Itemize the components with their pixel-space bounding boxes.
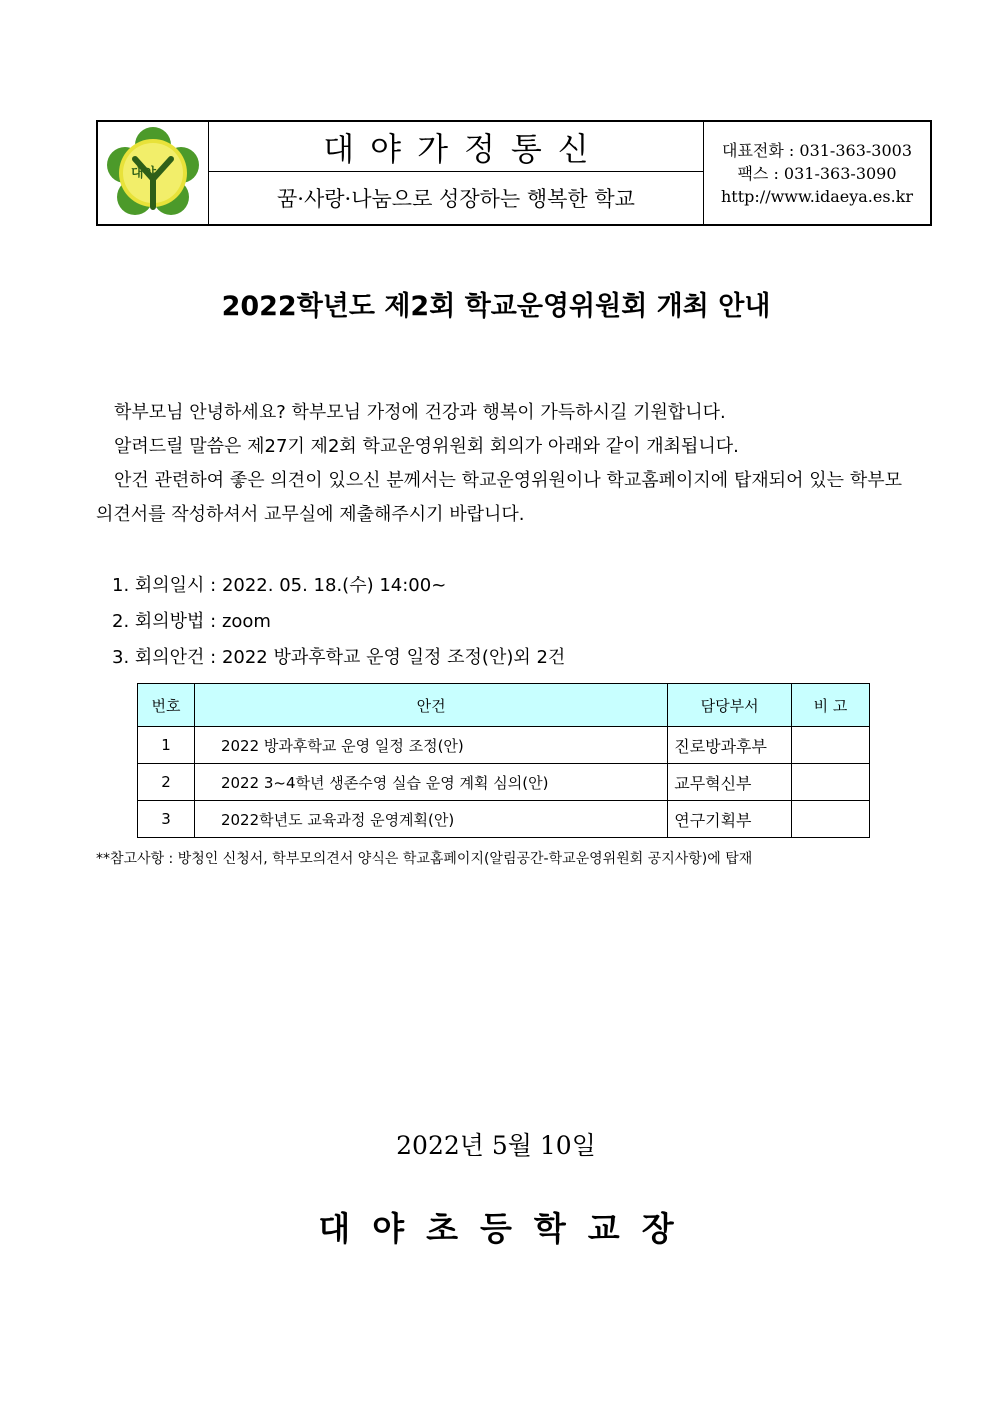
row-department: 교무혁신부 xyxy=(668,764,792,801)
row-department: 진로방과후부 xyxy=(668,727,792,764)
reference-note: **참고사항 : 방청인 신청서, 학부모의견서 양식은 학교홈페이지(알림공간-학교운영위원회 공지사항)에 탑재 xyxy=(96,851,753,867)
phone-number: 대표전화 : 031-363-3003 xyxy=(722,140,912,160)
logo-text: 대야 xyxy=(131,166,157,181)
meeting-method: 2. 회의방법 : zoom xyxy=(112,611,271,632)
row-number: 1 xyxy=(138,727,195,764)
table-row xyxy=(138,727,870,764)
header-middle xyxy=(209,122,704,224)
row-remarks xyxy=(792,727,870,764)
website-url: http://www.idaeya.es.kr xyxy=(721,186,913,206)
paragraph-announcement: 알려드릴 말씀은 제27기 제2회 학교운영위원회 회의가 아래와 같이 개최됩니다. xyxy=(114,436,739,457)
row-remarks xyxy=(792,801,870,838)
meeting-datetime: 1. 회의일시 : 2022. 05. 18.(수) 14:00~ xyxy=(112,575,447,596)
principal-signature: 대야초등학교장 xyxy=(318,1209,696,1248)
body-text xyxy=(96,396,902,532)
header-remarks: 비 고 xyxy=(792,684,870,727)
row-topic: 2022 3~4학년 생존수영 실습 운영 계획 심의(안) xyxy=(194,764,667,801)
row-number: 3 xyxy=(138,801,195,838)
row-remarks xyxy=(792,764,870,801)
contact-info xyxy=(704,122,930,224)
paragraph-greeting: 학부모님 안녕하세요? 학부모님 가정에 건강과 행복이 가득하시길 기원합니다. xyxy=(114,402,726,423)
header-department: 담당부서 xyxy=(668,684,792,727)
meeting-details xyxy=(112,568,565,676)
fax-number: 팩스 : 031-363-3090 xyxy=(737,163,897,183)
issue-date: 2022년 5월 10일 xyxy=(396,1131,596,1160)
header-number: 번호 xyxy=(138,684,195,727)
agenda-table xyxy=(137,683,870,838)
table-row xyxy=(138,764,870,801)
paragraph-request: 안건 관련하여 좋은 의견이 있으신 분께서는 학교운영위원이나 학교홈페이지에 탑재되어 있는 학부모의견서를 작성하셔서 교무실에 제출해주시기 바랍니다. xyxy=(96,470,902,525)
newsletter-header xyxy=(96,120,932,226)
logo-cell xyxy=(98,122,209,224)
document-title: 2022학년도 제2회 학교운영위원회 개최 안내 xyxy=(221,291,771,322)
newsletter-title: 대야가정통신 xyxy=(209,122,703,172)
row-department: 연구기획부 xyxy=(668,801,792,838)
row-topic: 2022학년도 교육과정 운영계획(안) xyxy=(194,801,667,838)
header-agenda: 안건 xyxy=(194,684,667,727)
school-logo-icon xyxy=(105,125,201,221)
meeting-agenda: 3. 회의안건 : 2022 방과후학교 운영 일정 조정(안)외 2건 xyxy=(112,647,566,668)
table-header-row xyxy=(138,684,870,727)
row-topic: 2022 방과후학교 운영 일정 조정(안) xyxy=(194,727,667,764)
row-number: 2 xyxy=(138,764,195,801)
school-slogan: 꿈·사랑·나눔으로 성장하는 행복한 학교 xyxy=(277,187,635,211)
table-row xyxy=(138,801,870,838)
